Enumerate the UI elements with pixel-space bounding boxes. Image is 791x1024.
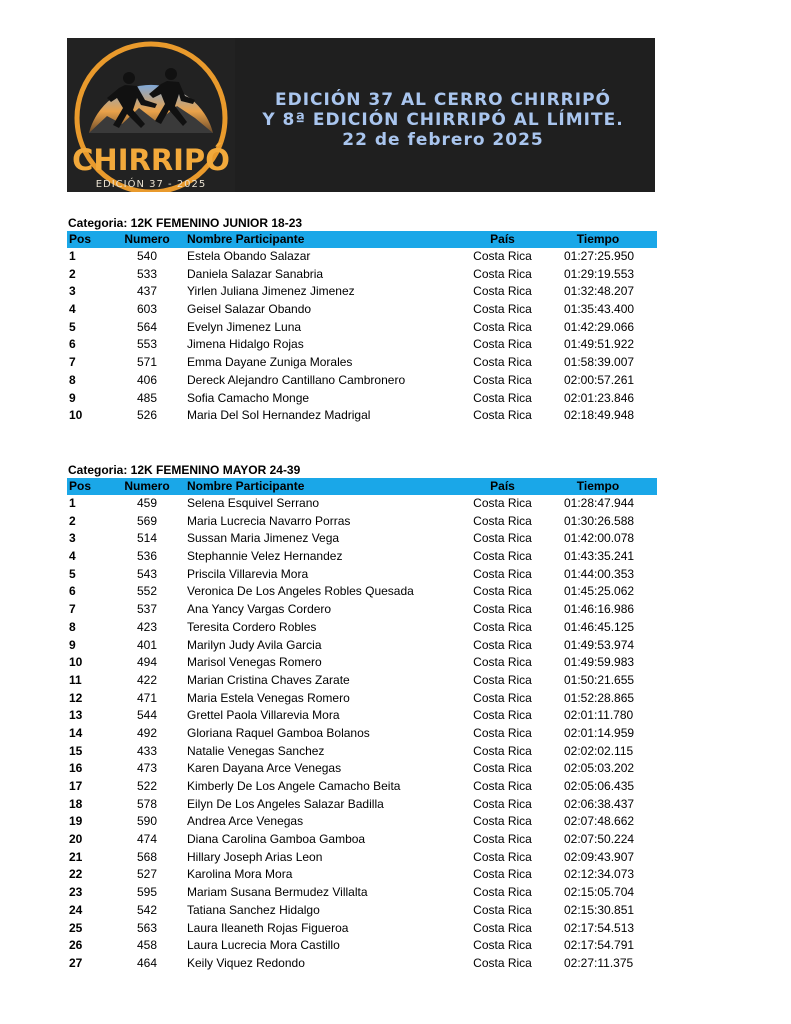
category-title: Categoria: 12K FEMENINO MAYOR 24-39 — [68, 463, 301, 477]
cell-tiempo: 01:43:35.241 — [564, 549, 635, 564]
cell-pais: Costa Rica — [473, 779, 532, 793]
cell-numero: 568 — [136, 849, 158, 864]
cell-pais: Costa Rica — [473, 531, 532, 546]
cell-numero: 474 — [136, 832, 158, 847]
cell-numero: 533 — [136, 266, 158, 281]
cell-tiempo: 01:58:39.007 — [564, 355, 635, 370]
cell-pais: Costa Rica — [473, 955, 532, 970]
cell-pais: Costa Rica — [473, 337, 532, 352]
cell-numero: 553 — [136, 337, 158, 352]
cell-tiempo: 01:49:59.983 — [564, 655, 635, 670]
cell-numero: 526 — [136, 408, 158, 423]
cell-numero: 578 — [136, 796, 158, 811]
cell-numero: 423 — [136, 619, 158, 634]
logo-wordmark: CHIRRIPÓ — [72, 143, 230, 177]
cell-pais: Costa Rica — [473, 690, 532, 705]
cell-pos: 5 — [69, 319, 76, 334]
cell-pais: Costa Rica — [473, 725, 532, 740]
cell-tiempo: 02:06:38.437 — [564, 796, 635, 811]
cell-numero: 492 — [136, 725, 158, 740]
table-row — [67, 301, 657, 319]
cell-tiempo: 02:09:43.907 — [564, 849, 635, 864]
cell-numero: 401 — [136, 637, 158, 652]
cell-nombre: Teresita Cordero Robles — [187, 619, 317, 634]
cell-pos: 7 — [69, 602, 76, 617]
cell-pos: 1 — [69, 496, 76, 510]
cell-numero: 569 — [136, 513, 158, 528]
cell-pos: 12 — [69, 690, 83, 705]
cell-tiempo: 01:46:16.986 — [564, 602, 635, 617]
header-pos: Pos — [69, 479, 92, 493]
cell-pos: 27 — [69, 955, 83, 970]
cell-tiempo: 01:30:26.588 — [564, 513, 635, 528]
cell-nombre: Marilyn Judy Avila Garcia — [187, 637, 322, 652]
table-row — [67, 283, 657, 301]
cell-tiempo: 01:27:25.950 — [564, 249, 635, 263]
cell-tiempo: 02:27:11.375 — [564, 955, 634, 970]
cell-tiempo: 02:17:54.513 — [564, 920, 635, 935]
cell-pos: 21 — [69, 849, 83, 864]
cell-pais: Costa Rica — [473, 743, 532, 758]
cell-tiempo: 02:02:02.115 — [564, 743, 634, 758]
cell-tiempo: 01:35:43.400 — [564, 302, 635, 317]
cell-numero: 471 — [136, 690, 158, 705]
cell-nombre: Karen Dayana Arce Venegas — [187, 761, 342, 776]
cell-tiempo: 01:29:19.553 — [564, 266, 635, 281]
banner-line-1: EDICIÓN 37 AL CERRO CHIRRIPÓ — [274, 90, 612, 110]
cell-numero: 595 — [136, 885, 158, 900]
cell-tiempo: 02:12:34.073 — [564, 867, 635, 882]
cell-tiempo: 01:46:45.125 — [564, 619, 635, 634]
cell-numero: 536 — [136, 549, 158, 564]
cell-tiempo: 01:52:28.865 — [564, 690, 635, 705]
cell-numero: 522 — [136, 779, 158, 793]
cell-numero: 473 — [136, 761, 158, 776]
cell-tiempo: 01:28:47.944 — [564, 496, 635, 510]
cell-nombre: Geisel Salazar Obando — [187, 302, 312, 317]
cell-numero: 552 — [136, 584, 158, 599]
table-row — [67, 266, 657, 284]
cell-pais: Costa Rica — [473, 319, 532, 334]
header-nombre: Nombre Participante — [187, 232, 305, 246]
table-row — [67, 654, 657, 672]
table-row — [67, 725, 657, 743]
cell-pos: 13 — [69, 708, 83, 723]
cell-pos: 20 — [69, 832, 83, 847]
cell-tiempo: 02:05:03.202 — [564, 761, 635, 776]
cell-tiempo: 02:01:23.846 — [564, 390, 635, 405]
table-row — [67, 707, 657, 725]
cell-nombre: Diana Carolina Gamboa Gamboa — [187, 832, 366, 847]
table-row — [67, 902, 657, 920]
cell-numero: 540 — [136, 249, 158, 263]
cell-pos: 18 — [69, 796, 83, 811]
header-numero: Numero — [124, 232, 170, 246]
cell-nombre: Yirlen Juliana Jimenez Jimenez — [187, 284, 355, 299]
cell-nombre: Marisol Venegas Romero — [187, 655, 322, 670]
table-row — [67, 849, 657, 867]
cell-nombre: Priscila Villarevia Mora — [187, 566, 309, 581]
header-pais: País — [490, 232, 515, 246]
event-logo — [67, 38, 235, 192]
table-row — [67, 548, 657, 566]
cell-pos: 9 — [69, 390, 76, 405]
cell-pos: 11 — [69, 672, 82, 687]
cell-pais: Costa Rica — [473, 549, 532, 564]
table-row — [67, 831, 657, 849]
results-table-body — [67, 248, 657, 425]
cell-nombre: Evelyn Jimenez Luna — [187, 319, 302, 334]
table-row — [67, 319, 657, 337]
cell-pais: Costa Rica — [473, 761, 532, 776]
header-pais: País — [490, 479, 515, 493]
cell-nombre: Maria Lucrecia Navarro Porras — [187, 513, 351, 528]
cell-pais: Costa Rica — [473, 584, 532, 599]
cell-tiempo: 01:49:53.974 — [564, 637, 635, 652]
cell-nombre: Natalie Venegas Sanchez — [187, 743, 325, 758]
results-table-body — [67, 495, 657, 973]
cell-pais: Costa Rica — [473, 832, 532, 847]
cell-pos: 26 — [69, 938, 83, 953]
cell-tiempo: 01:49:51.922 — [564, 337, 635, 352]
table-row — [67, 778, 657, 796]
cell-numero: 590 — [136, 814, 158, 829]
cell-pais: Costa Rica — [473, 513, 532, 528]
cell-nombre: Estela Obando Salazar — [187, 249, 311, 263]
table-row — [67, 672, 657, 690]
cell-pos: 25 — [69, 920, 83, 935]
cell-pos: 4 — [69, 549, 76, 564]
cell-nombre: Mariam Susana Bermudez Villalta — [187, 885, 368, 900]
cell-pais: Costa Rica — [473, 390, 532, 405]
cell-pos: 8 — [69, 372, 76, 387]
table-row — [67, 937, 657, 955]
cell-tiempo: 02:00:57.261 — [564, 372, 635, 387]
cell-nombre: Kimberly De Los Angele Camacho Beita — [187, 779, 401, 793]
cell-tiempo: 02:15:30.851 — [564, 902, 635, 917]
cell-pos: 10 — [69, 408, 83, 423]
event-banner — [67, 38, 655, 192]
cell-nombre: Grettel Paola Villarevia Mora — [187, 708, 340, 723]
cell-nombre: Karolina Mora Mora — [187, 867, 293, 882]
cell-numero: 543 — [136, 566, 158, 581]
cell-pais: Costa Rica — [473, 619, 532, 634]
cell-pais: Costa Rica — [473, 902, 532, 917]
table-row — [67, 372, 657, 390]
category-section-mayor — [67, 462, 657, 973]
cell-pos: 22 — [69, 867, 83, 882]
table-row — [67, 390, 657, 408]
cell-pais: Costa Rica — [473, 602, 532, 617]
table-row — [67, 566, 657, 584]
cell-nombre: Dereck Alejandro Cantillano Cambronero — [187, 372, 406, 387]
cell-nombre: Andrea Arce Venegas — [187, 814, 304, 829]
cell-numero: 437 — [136, 284, 158, 299]
cell-pos: 6 — [69, 584, 76, 599]
cell-tiempo: 02:17:54.791 — [564, 938, 635, 953]
cell-pais: Costa Rica — [473, 655, 532, 670]
cell-nombre: Sussan Maria Jimenez Vega — [187, 531, 340, 546]
header-nombre: Nombre Participante — [187, 479, 305, 493]
table-row — [67, 619, 657, 637]
cell-pos: 19 — [69, 814, 83, 829]
cell-pais: Costa Rica — [473, 885, 532, 900]
cell-pais: Costa Rica — [473, 408, 532, 423]
cell-tiempo: 01:45:25.062 — [564, 584, 635, 599]
cell-pos: 4 — [69, 302, 76, 317]
cell-nombre: Laura Ileaneth Rojas Figueroa — [187, 920, 349, 935]
table-row — [67, 513, 657, 531]
cell-pais: Costa Rica — [473, 637, 532, 652]
cell-tiempo: 01:42:00.078 — [564, 531, 635, 546]
table-row — [67, 354, 657, 372]
cell-tiempo: 01:32:48.207 — [564, 284, 635, 299]
cell-pos: 5 — [69, 566, 76, 581]
cell-pos: 15 — [69, 743, 83, 758]
cell-tiempo: 02:01:14.959 — [564, 725, 635, 740]
cell-pais: Costa Rica — [473, 372, 532, 387]
cell-numero: 464 — [136, 955, 158, 970]
header-tiempo: Tiempo — [576, 232, 620, 246]
cell-numero: 542 — [136, 902, 158, 917]
cell-nombre: Hillary Joseph Arias Leon — [187, 849, 323, 864]
cell-pais: Costa Rica — [473, 672, 532, 687]
logo-edition: EDICIÓN 37 - 2025 — [95, 179, 207, 190]
category-title: Categoria: 12K FEMENINO JUNIOR 18-23 — [68, 216, 303, 230]
banner-headline — [243, 90, 643, 150]
cell-pos: 9 — [69, 637, 76, 652]
cell-pos: 3 — [69, 531, 76, 546]
table-row — [67, 760, 657, 778]
cell-numero: 544 — [136, 708, 158, 723]
cell-nombre: Sofia Camacho Monge — [187, 390, 310, 405]
cell-tiempo: 02:18:49.948 — [564, 408, 635, 423]
cell-pos: 3 — [69, 284, 76, 299]
cell-pais: Costa Rica — [473, 566, 532, 581]
cell-pos: 7 — [69, 355, 76, 370]
cell-numero: 537 — [136, 602, 158, 617]
table-row — [67, 248, 657, 266]
cell-pais: Costa Rica — [473, 496, 532, 510]
cell-numero: 514 — [136, 531, 158, 546]
table-row — [67, 407, 657, 425]
cell-nombre: Daniela Salazar Sanabria — [187, 266, 324, 281]
table-row — [67, 336, 657, 354]
cell-pos: 2 — [69, 266, 76, 281]
cell-nombre: Stephannie Velez Hernandez — [187, 549, 343, 564]
header-numero: Numero — [124, 479, 170, 493]
cell-pais: Costa Rica — [473, 302, 532, 317]
cell-nombre: Jimena Hidalgo Rojas — [187, 337, 304, 352]
cell-pais: Costa Rica — [473, 920, 532, 935]
cell-numero: 563 — [136, 920, 158, 935]
cell-numero: 459 — [136, 496, 158, 510]
banner-line-2: Y 8ª EDICIÓN CHIRRIPÓ AL LÍMITE. — [262, 110, 624, 130]
header-tiempo: Tiempo — [576, 479, 620, 493]
table-row — [67, 884, 657, 902]
cell-numero: 485 — [136, 390, 158, 405]
header-pos: Pos — [69, 232, 92, 246]
cell-nombre: Marian Cristina Chaves Zarate — [187, 672, 350, 687]
table-row — [67, 955, 657, 973]
cell-pais: Costa Rica — [473, 266, 532, 281]
table-row — [67, 690, 657, 708]
cell-pos: 14 — [69, 725, 83, 740]
cell-tiempo: 01:42:29.066 — [564, 319, 635, 334]
cell-pais: Costa Rica — [473, 284, 532, 299]
table-row — [67, 866, 657, 884]
cell-numero: 571 — [136, 355, 158, 370]
cell-pais: Costa Rica — [473, 867, 532, 882]
cell-pos: 8 — [69, 619, 76, 634]
cell-nombre: Gloriana Raquel Gamboa Bolanos — [187, 725, 370, 740]
cell-tiempo: 02:15:05.704 — [564, 885, 635, 900]
table-header — [67, 478, 657, 495]
cell-numero: 422 — [136, 672, 158, 687]
cell-pos: 6 — [69, 337, 76, 352]
cell-pais: Costa Rica — [473, 938, 532, 953]
cell-pais: Costa Rica — [473, 708, 532, 723]
cell-nombre: Eilyn De Los Angeles Salazar Badilla — [187, 796, 384, 811]
cell-pais: Costa Rica — [473, 249, 532, 263]
cell-pais: Costa Rica — [473, 814, 532, 829]
cell-pos: 1 — [69, 249, 76, 263]
cell-tiempo: 02:07:50.224 — [564, 832, 635, 847]
cell-numero: 406 — [136, 372, 158, 387]
table-row — [67, 813, 657, 831]
cell-pais: Costa Rica — [473, 849, 532, 864]
table-row — [67, 796, 657, 814]
cell-nombre: Selena Esquivel Serrano — [187, 496, 320, 510]
table-header — [67, 231, 657, 248]
cell-nombre: Veronica De Los Angeles Robles Quesada — [187, 584, 414, 599]
cell-nombre: Keily Viquez Redondo — [187, 955, 305, 970]
cell-tiempo: 01:44:00.353 — [564, 566, 635, 581]
cell-pos: 2 — [69, 513, 76, 528]
cell-pos: 23 — [69, 885, 83, 900]
cell-numero: 564 — [136, 319, 158, 334]
cell-pos: 10 — [69, 655, 83, 670]
cell-numero: 458 — [136, 938, 158, 953]
cell-pais: Costa Rica — [473, 355, 532, 370]
cell-nombre: Maria Estela Venegas Romero — [187, 690, 350, 705]
cell-pos: 24 — [69, 902, 83, 917]
cell-tiempo: 01:50:21.655 — [564, 672, 635, 687]
cell-nombre: Emma Dayane Zuniga Morales — [187, 355, 353, 370]
cell-tiempo: 02:05:06.435 — [564, 779, 635, 793]
cell-nombre: Tatiana Sanchez Hidalgo — [187, 902, 320, 917]
banner-line-3: 22 de febrero 2025 — [342, 130, 544, 150]
cell-numero: 433 — [136, 743, 158, 758]
cell-numero: 603 — [136, 302, 158, 317]
table-row — [67, 920, 657, 938]
table-row — [67, 601, 657, 619]
table-row — [67, 495, 657, 513]
category-section-junior — [67, 215, 657, 425]
cell-tiempo: 02:07:48.662 — [564, 814, 635, 829]
cell-pos: 16 — [69, 761, 83, 776]
cell-numero: 527 — [136, 867, 158, 882]
table-row — [67, 583, 657, 601]
cell-nombre: Ana Yancy Vargas Cordero — [187, 602, 332, 617]
cell-pos: 17 — [69, 779, 83, 793]
cell-pais: Costa Rica — [473, 796, 532, 811]
cell-tiempo: 02:01:11.780 — [564, 708, 634, 723]
table-row — [67, 637, 657, 655]
cell-nombre: Maria Del Sol Hernandez Madrigal — [187, 408, 371, 423]
table-row — [67, 743, 657, 761]
cell-nombre: Laura Lucrecia Mora Castillo — [187, 938, 340, 953]
cell-numero: 494 — [136, 655, 158, 670]
table-row — [67, 530, 657, 548]
